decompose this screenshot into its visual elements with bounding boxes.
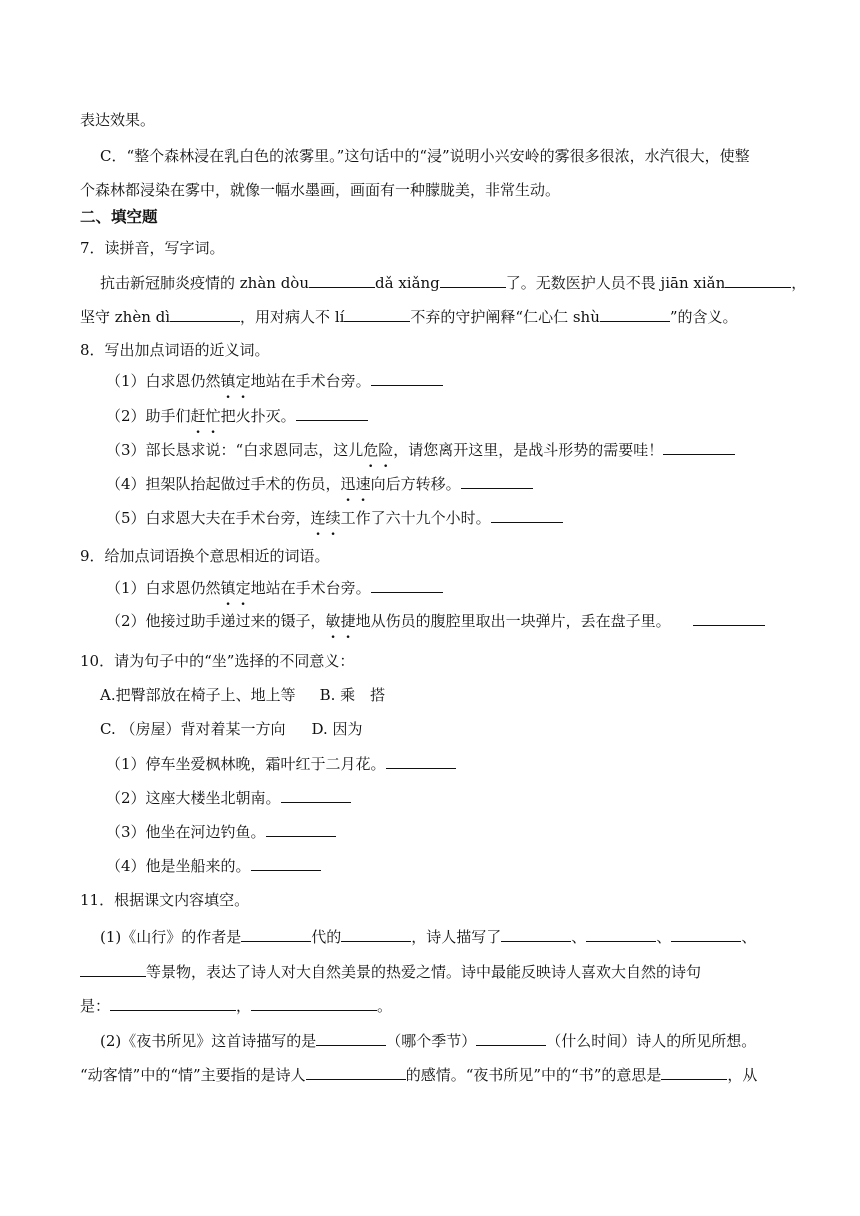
dotted-char: 险 xyxy=(378,441,394,459)
text: 、 xyxy=(656,928,672,946)
text: （3）部长恳求说：“白求恩同志，这儿 xyxy=(106,441,364,459)
text: dǎ xiǎng xyxy=(375,274,440,292)
answer-blank[interactable] xyxy=(296,406,368,421)
dotted-char: 迅 xyxy=(340,475,356,493)
question-10-item-4 xyxy=(106,856,321,876)
option-b: B. 乘 搭 xyxy=(319,686,386,704)
answer-blank[interactable] xyxy=(281,788,351,803)
text: （1）停车坐爱枫林晚，霜叶红于二月花。 xyxy=(106,755,386,773)
text: 地从伤员的腹腔里取出一块弹片，丢在盘子里。 xyxy=(355,612,671,630)
dotted-char: 续 xyxy=(325,509,341,527)
answer-blank[interactable] xyxy=(491,508,563,523)
text: 代的 xyxy=(311,928,342,946)
paragraph-text: 表达效果。 xyxy=(80,111,156,129)
answer-blank[interactable] xyxy=(661,1065,727,1080)
text: 的感情。“夜书所见”中的“书”的意思是 xyxy=(405,1066,662,1084)
text: ，请您离开这里，是战斗形势的需要哇！ xyxy=(393,441,664,459)
answer-blank[interactable] xyxy=(266,822,336,837)
answer-blank[interactable] xyxy=(501,927,571,942)
answer-blank[interactable] xyxy=(170,307,240,322)
question-10-item-1 xyxy=(106,754,456,774)
option-d: D. 因为 xyxy=(311,720,363,738)
text: （4）他是坐船来的。 xyxy=(106,857,251,875)
question-11-line-1 xyxy=(100,927,756,947)
text: “动客情”中的“情”主要指的是诗人 xyxy=(80,1066,306,1084)
dotted-char: 敏 xyxy=(325,612,341,630)
question-10-stem: 10．请为句子中的“坐”选择的不同意义： xyxy=(80,652,355,670)
text: （2）这座大楼坐北朝南。 xyxy=(106,789,281,807)
answer-blank[interactable] xyxy=(386,754,456,769)
text: （2）他接过助手递过来的镊子， xyxy=(106,612,326,630)
question-11-stem: 11．根据课文内容填空。 xyxy=(80,891,250,909)
text: ， xyxy=(236,997,252,1015)
question-11-line-5 xyxy=(80,1065,757,1085)
text: 把火扑灭。 xyxy=(220,407,296,425)
answer-blank[interactable] xyxy=(341,927,411,942)
question-10-item-2 xyxy=(106,788,351,808)
text: （4）担架队抬起做过手术的伤员， xyxy=(106,475,341,493)
question-7-stem: 7．读拼音，写字词。 xyxy=(80,239,225,257)
text: ，从 xyxy=(727,1066,758,1084)
question-10-item-3 xyxy=(106,822,336,842)
dotted-char: 定 xyxy=(235,579,251,597)
paragraph-text: C．“整个森林浸在乳白色的浓雾里。”这句话中的“浸”说明小兴安岭的雾很多很浓，水汽很大，使整 xyxy=(100,147,750,165)
text: 坚守 zhèn dì xyxy=(80,308,171,326)
answer-blank[interactable] xyxy=(371,578,443,593)
question-11-line-2 xyxy=(80,962,701,982)
text: （2）助手们 xyxy=(106,407,191,425)
question-9-item-2 xyxy=(106,611,765,631)
dotted-char: 速 xyxy=(355,475,371,493)
text: （1）白求恩仍然 xyxy=(106,579,221,597)
text: ， xyxy=(791,274,807,292)
dotted-char: 赶 xyxy=(190,407,206,425)
text: （哪个季节） xyxy=(386,1032,477,1050)
answer-blank[interactable] xyxy=(251,996,377,1011)
option-a: A.把臀部放在椅子上、地上等 xyxy=(100,686,296,704)
question-8-item-4 xyxy=(106,474,533,494)
dotted-char: 定 xyxy=(235,372,251,390)
question-11-line-3 xyxy=(80,996,392,1016)
text: 向后方转移。 xyxy=(370,475,461,493)
dotted-char: 镇 xyxy=(220,579,236,597)
question-9-item-1 xyxy=(106,578,443,598)
answer-blank[interactable] xyxy=(80,962,146,977)
text: 抗击新冠肺炎疫情的 zhàn dòu xyxy=(100,274,309,292)
paragraph-text: 个森林都浸染在雾中，就像一幅水墨画，画面有一种朦胧美，非常生动。 xyxy=(80,181,561,199)
text: （5）白求恩大夫在手术台旁， xyxy=(106,509,311,527)
option-c-line xyxy=(100,146,750,166)
section-title: 二、填空题 xyxy=(80,208,158,226)
answer-blank[interactable] xyxy=(309,273,375,288)
text: （什么时间）诗人的所见所想。 xyxy=(546,1032,757,1050)
answer-blank[interactable] xyxy=(316,1031,386,1046)
answer-blank[interactable] xyxy=(663,440,735,455)
question-9-stem: 9．给加点词语换个意思相近的词语。 xyxy=(80,547,330,565)
text: 、 xyxy=(571,928,587,946)
text-line xyxy=(80,110,155,130)
answer-blank[interactable] xyxy=(725,273,791,288)
dotted-char: 危 xyxy=(363,441,379,459)
text: (1)《山行》的作者是 xyxy=(100,928,242,946)
text: 。 xyxy=(377,997,393,1015)
text: ，诗人描写了 xyxy=(411,928,502,946)
question-10-options-ab xyxy=(100,685,385,705)
dotted-char: 捷 xyxy=(340,612,356,630)
answer-blank[interactable] xyxy=(586,927,656,942)
answer-blank[interactable] xyxy=(476,1031,546,1046)
text: （1）白求恩仍然 xyxy=(106,372,221,390)
answer-blank[interactable] xyxy=(693,611,765,626)
text: 不弃的守护阐释“仁心仁 shù xyxy=(410,308,600,326)
text: (2)《夜书所见》这首诗描写的是 xyxy=(100,1032,317,1050)
question-10-options-cd xyxy=(100,719,363,739)
question-11-line-4 xyxy=(100,1031,756,1051)
text: 工作了六十九个小时。 xyxy=(340,509,491,527)
answer-blank[interactable] xyxy=(671,927,741,942)
option-c: C. （房屋）背对着某一方向 xyxy=(100,720,286,738)
question-8-item-5 xyxy=(106,508,563,528)
question-8-item-2 xyxy=(106,406,368,426)
question-8-stem: 8．写出加点词语的近义词。 xyxy=(80,341,270,359)
dotted-char: 连 xyxy=(310,509,326,527)
answer-blank[interactable] xyxy=(600,307,670,322)
answer-blank[interactable] xyxy=(440,273,506,288)
text: 地站在手术台旁。 xyxy=(250,579,371,597)
dotted-char: 镇 xyxy=(220,372,236,390)
answer-blank[interactable] xyxy=(110,996,236,1011)
answer-blank[interactable] xyxy=(461,474,533,489)
text: 、 xyxy=(741,928,757,946)
answer-blank[interactable] xyxy=(241,927,311,942)
question-8-item-1 xyxy=(106,371,443,391)
text: ，用对病人不 lí xyxy=(240,308,345,326)
text: （3）他坐在河边钓鱼。 xyxy=(106,823,266,841)
question-7-line-2 xyxy=(80,307,738,327)
answer-blank[interactable] xyxy=(344,307,410,322)
answer-blank[interactable] xyxy=(371,371,443,386)
text: 地站在手术台旁。 xyxy=(250,372,371,390)
dotted-char: 忙 xyxy=(205,407,221,425)
question-7-line-1 xyxy=(100,273,806,293)
text: 是： xyxy=(80,997,111,1015)
text-line xyxy=(80,180,560,200)
text: 了。无数医护人员不畏 jiān xiǎn xyxy=(505,274,726,292)
text: ”的含义。 xyxy=(669,308,738,326)
answer-blank[interactable] xyxy=(251,856,321,871)
text: 等景物，表达了诗人对大自然美景的热爱之情。诗中最能反映诗人喜欢大自然的诗句 xyxy=(146,963,702,981)
question-8-item-3 xyxy=(106,440,735,460)
answer-blank[interactable] xyxy=(306,1065,406,1080)
